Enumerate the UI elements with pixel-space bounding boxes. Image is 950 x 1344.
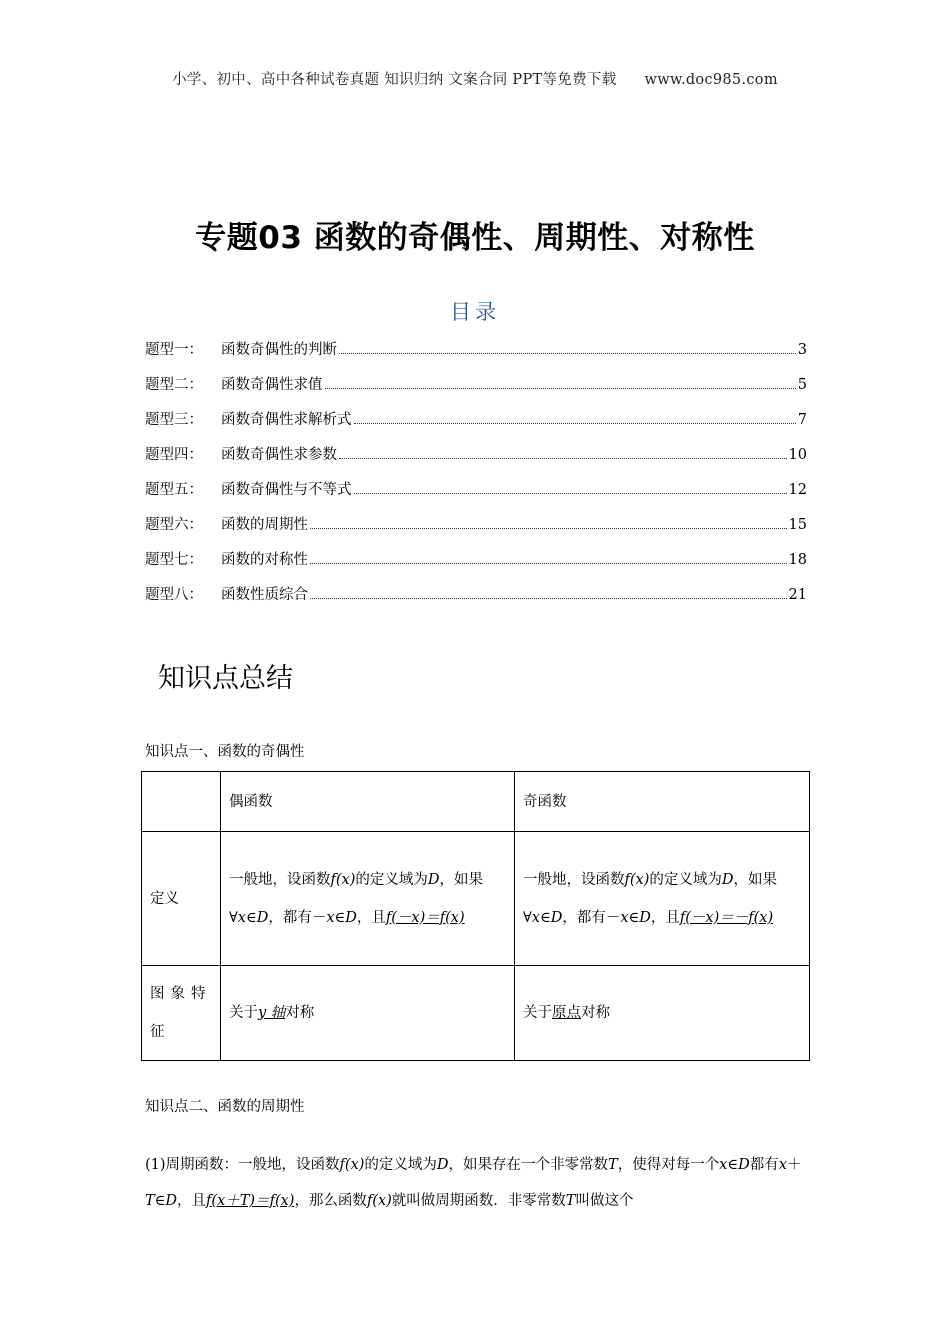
toc-item-type: 题型二：: [145, 377, 203, 393]
toc-leader-dots: [310, 527, 787, 529]
toc-item[interactable]: [145, 513, 807, 548]
table-cell-empty: [142, 772, 221, 832]
toc-item[interactable]: [145, 478, 807, 513]
toc-item-name: 函数奇偶性求参数: [221, 447, 337, 463]
toc-item-page: 12: [788, 482, 807, 498]
toc-item-type: 题型四：: [145, 447, 203, 463]
toc-item-page: 21: [788, 587, 807, 603]
toc-item[interactable]: [145, 583, 807, 618]
table-of-contents: [145, 338, 807, 618]
summary-heading: 知识点总结: [158, 663, 293, 694]
toc-heading: 目录: [450, 300, 500, 324]
toc-item-page: 7: [797, 412, 807, 428]
toc-item-page: 3: [797, 342, 807, 358]
toc-item-type: 题型六：: [145, 517, 203, 533]
page-header: [0, 68, 950, 89]
parity-table: [141, 771, 810, 1061]
periodic-condition: f(x＋T)＝f(x): [206, 1193, 295, 1209]
toc-leader-dots: [310, 597, 787, 599]
toc-leader-dots: [354, 492, 787, 494]
row-label-definition: 定义: [142, 832, 221, 966]
table-header-even: 偶函数: [221, 772, 515, 832]
toc-leader-dots: [339, 352, 796, 354]
knowledge-point-2-heading: 知识点二、函数的周期性: [145, 1099, 305, 1115]
odd-graph-cell: 关于原点对称: [515, 966, 810, 1061]
toc-item-type: 题型七：: [145, 552, 203, 568]
page-title: 专题03 函数的奇偶性、周期性、对称性: [195, 220, 755, 256]
header-text: 小学、初中、高中各种试卷真题 知识归纳 文案合同 PPT等免费下载: [172, 72, 617, 88]
toc-item-type: 题型五：: [145, 482, 203, 498]
row-label-graph: 图象特征: [142, 966, 221, 1061]
toc-item[interactable]: [145, 408, 807, 443]
toc-item-name: 函数奇偶性求解析式: [221, 412, 352, 428]
toc-item-type: 题型三：: [145, 412, 203, 428]
toc-leader-dots: [354, 422, 796, 424]
periodicity-paragraph: (1)周期函数：一般地，设函数f(x)的定义域为D，如果存在一个非零常数T，使得对每一个x∈D都有x＋T∈D，且f(x＋T)＝f(x)，那么函数f(x)就叫做周期函数．非零常数T叫做这个: [145, 1157, 802, 1209]
toc-leader-dots: [325, 387, 796, 389]
table-header-odd: 奇函数: [515, 772, 810, 832]
toc-item[interactable]: [145, 373, 807, 408]
toc-leader-dots: [339, 457, 787, 459]
table-row: [142, 772, 810, 832]
toc-item[interactable]: [145, 443, 807, 478]
knowledge-point-1-heading: 知识点一、函数的奇偶性: [145, 744, 305, 760]
toc-item-page: 10: [788, 447, 807, 463]
table-row: [142, 832, 810, 966]
even-definition-cell: 一般地，设函数f(x)的定义域为D，如果∀x∈D，都有－x∈D，且f(－x)＝f(x): [221, 832, 515, 966]
toc-item-page: 5: [797, 377, 807, 393]
even-graph-cell: 关于y 轴对称: [221, 966, 515, 1061]
toc-item-name: 函数的周期性: [221, 517, 308, 533]
toc-item-name: 函数性质综合: [221, 587, 308, 603]
odd-condition: f(－x)＝－f(x): [679, 909, 774, 926]
odd-definition-cell: 一般地，设函数f(x)的定义域为D，如果∀x∈D，都有－x∈D，且f(－x)＝－f(x): [515, 832, 810, 966]
toc-item-name: 函数奇偶性求值: [221, 377, 323, 393]
toc-item[interactable]: [145, 338, 807, 373]
toc-leader-dots: [310, 562, 787, 564]
toc-item[interactable]: [145, 548, 807, 583]
toc-item-page: 18: [788, 552, 807, 568]
toc-item-page: 15: [788, 517, 807, 533]
even-condition: f(－x)＝f(x): [385, 909, 465, 926]
toc-item-name: 函数奇偶性的判断: [221, 342, 337, 358]
table-row: [142, 966, 810, 1061]
toc-item-name: 函数奇偶性与不等式: [221, 482, 352, 498]
toc-item-type: 题型一：: [145, 342, 203, 358]
toc-item-name: 函数的对称性: [221, 552, 308, 568]
header-url[interactable]: www.doc985.com: [644, 72, 778, 88]
toc-item-type: 题型八：: [145, 587, 203, 603]
